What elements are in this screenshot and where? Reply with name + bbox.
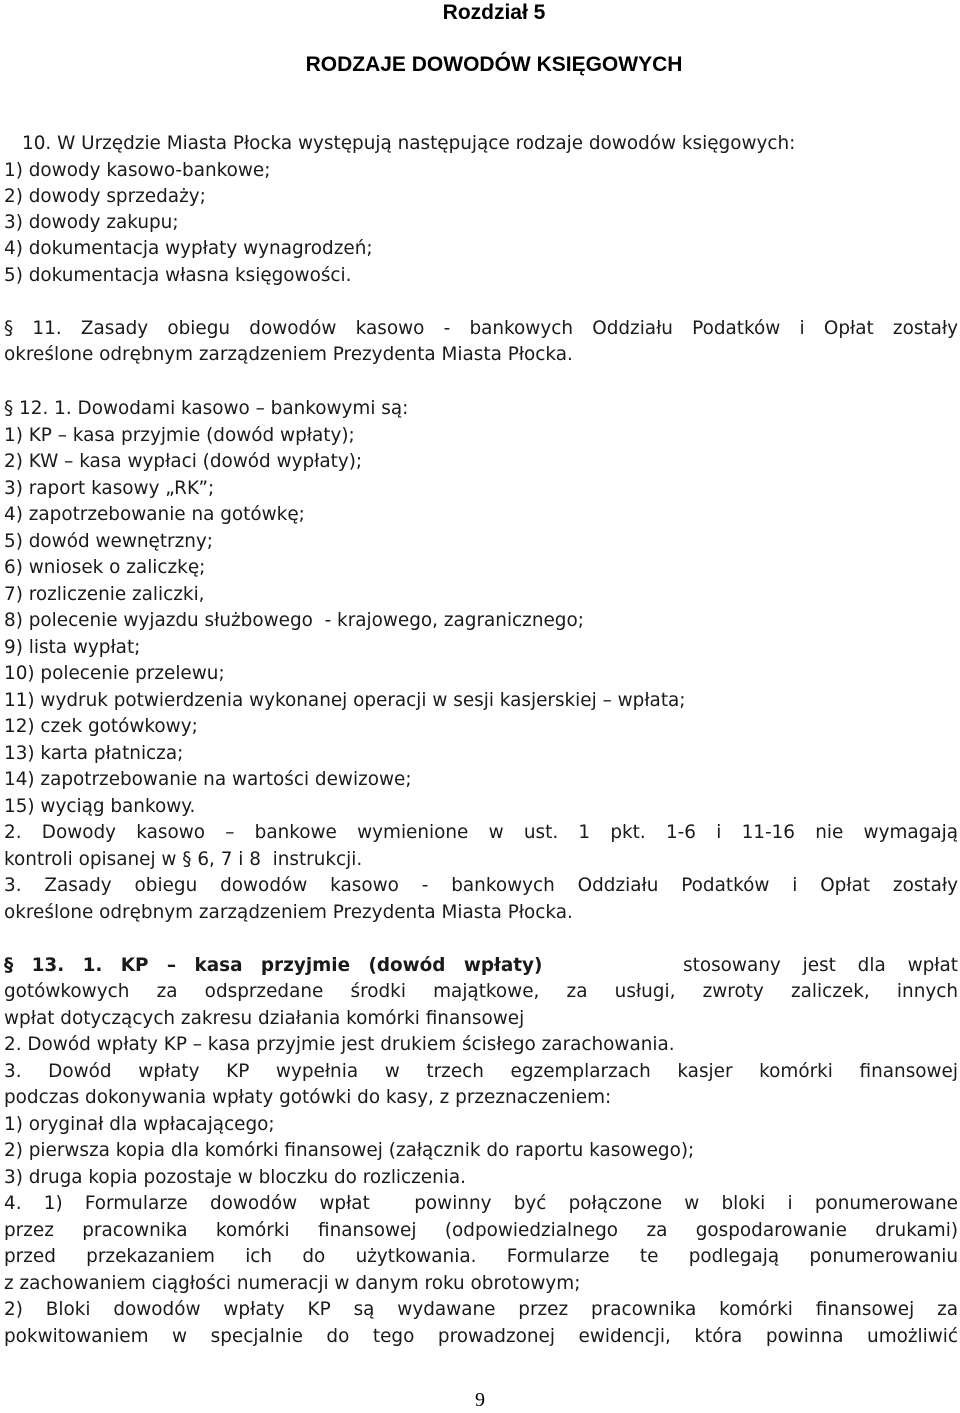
list-item: 14) zapotrzebowanie na wartości dewizowe; [4, 769, 412, 790]
list-item: 7) rozliczenie zaliczki, [4, 584, 205, 605]
section-10-intro: 10. W Urzędzie Miasta Płocka występują następujące rodzaje dowodów księgowych: [22, 133, 796, 154]
list-item: 5) dowód wewnętrzny; [4, 531, 213, 552]
section-13-heading: § 13. 1. KP – kasa przyjmie (dowód wpłaty) [4, 955, 543, 976]
list-item: 15) wyciąg bankowy. [4, 796, 196, 817]
list-item: 3) druga kopia pozostaje w bloczku do rozliczenia. [4, 1167, 466, 1188]
section-13-p4-line: z zachowaniem ciągłości numeracji w danym roku obrotowym; [4, 1273, 581, 1294]
section-13-p3-line: 3. Dowód wpłaty KP wypełnia w trzech egzemplarzach kasjer komórki finansowej [4, 1061, 958, 1082]
list-item: 13) karta płatnicza; [4, 743, 184, 764]
list-item: 3) raport kasowy „RK”; [4, 478, 215, 499]
section-13-line: wpłat dotyczących zakresu działania komórki finansowej [4, 1008, 525, 1029]
chapter-title: RODZAJE DOWODÓW KSIĘGOWYCH [305, 53, 683, 76]
section-12-p3-line: określone odrębnym zarządzeniem Prezydenta Miasta Płocka. [4, 902, 573, 923]
section-13-p3-line: podczas dokonywania wpłaty gotówki do kasy, z przeznaczeniem: [4, 1087, 612, 1108]
list-item: 1) KP – kasa przyjmie (dowód wpłaty); [4, 425, 355, 446]
section-12-p2-line: 2. Dowody kasowo – bankowe wymienione w ust. 1 pkt. 1-6 i 11-16 nie wymagają [4, 822, 958, 843]
chapter-heading: Rozdział 5 [442, 1, 546, 24]
section-13-p2: 2. Dowód wpłaty KP – kasa przyjmie jest drukiem ścisłego zarachowania. [4, 1034, 675, 1055]
list-item: 4) dokumentacja wypłaty wynagrodzeń; [4, 238, 373, 259]
section-13-p4-line: przed przekazaniem ich do użytkowania. Formularze te podlegają ponumerowaniu [4, 1246, 958, 1267]
list-item: 9) lista wypłat; [4, 637, 141, 658]
list-item: 5) dokumentacja własna księgowości. [4, 265, 352, 286]
section-11-line: określone odrębnym zarządzeniem Prezydenta Miasta Płocka. [4, 344, 573, 365]
section-13-p4-line: pokwitowaniem w specjalnie do tego prowadzonej ewidencji, która powinna umożliwić [4, 1326, 958, 1347]
section-13-p4-line: 2) Bloki dowodów wpłaty KP są wydawane przez pracownika komórki finansowej za [4, 1299, 958, 1320]
section-12-intro: § 12. 1. Dowodami kasowo – bankowymi są: [4, 398, 409, 419]
list-item: 6) wniosek o zaliczkę; [4, 557, 206, 578]
list-item: 1) dowody kasowo-bankowe; [4, 160, 271, 181]
section-12-p3-line: 3. Zasady obiegu dowodów kasowo - bankowych Oddziału Podatków i Opłat zostały [4, 875, 958, 896]
section-12-p2-line: kontroli opisanej w § 6, 7 i 8 instrukcji. [4, 849, 363, 870]
list-item: 10) polecenie przelewu; [4, 663, 225, 684]
list-item: 3) dowody zakupu; [4, 212, 179, 233]
list-item: 8) polecenie wyjazdu służbowego - krajowego, zagranicznego; [4, 610, 584, 631]
section-13-first-line [4, 953, 958, 979]
list-item: 12) czek gotówkowy; [4, 716, 198, 737]
list-item: 2) pierwsza kopia dla komórki finansowej (załącznik do raportu kasowego); [4, 1140, 695, 1161]
list-item: 11) wydruk potwierdzenia wykonanej operacji w sesji kasjerskiej – wpłata; [4, 690, 686, 711]
list-item: 2) dowody sprzedaży; [4, 186, 206, 207]
section-11-line: § 11. Zasady obiegu dowodów kasowo - bankowych Oddziału Podatków i Opłat zostały [4, 318, 958, 339]
list-item: 4) zapotrzebowanie na gotówkę; [4, 504, 305, 525]
list-item: 1) oryginał dla wpłacającego; [4, 1114, 275, 1135]
section-13-line-rest: stosowany jest dla wpłat [661, 955, 958, 976]
list-item: 2) KW – kasa wypłaci (dowód wypłaty); [4, 451, 363, 472]
section-13-p4-line: przez pracownika komórki finansowej (odpowiedzialnego za gospodarowanie drukami) [4, 1220, 958, 1241]
page-number: 9 [475, 1389, 485, 1411]
section-13-p4-line: 4. 1) Formularze dowodów wpłat powinny być połączone w bloki i ponumerowane [4, 1193, 958, 1214]
section-13-line: gotówkowych za odsprzedane środki majątkowe, za usługi, zwroty zaliczek, innych [4, 981, 958, 1002]
